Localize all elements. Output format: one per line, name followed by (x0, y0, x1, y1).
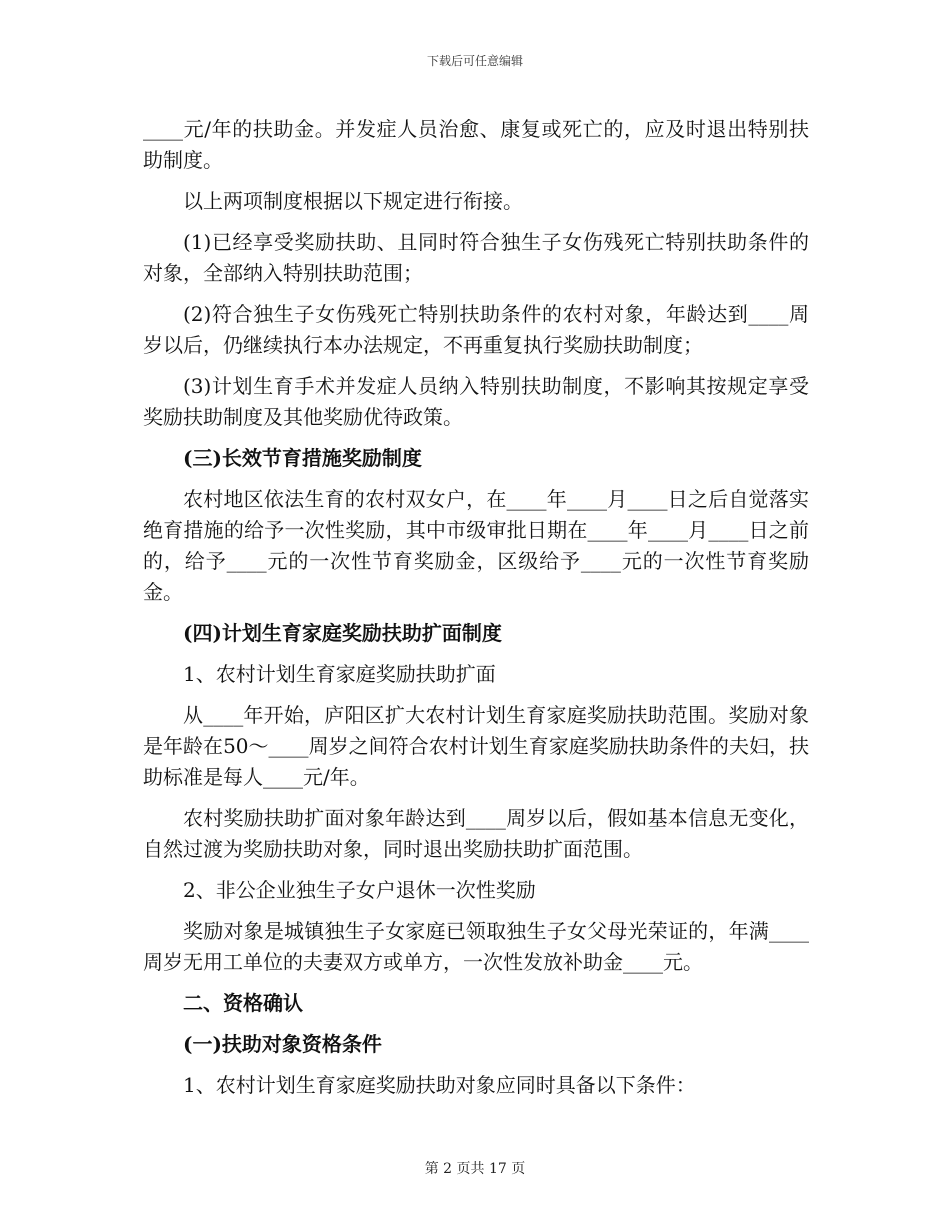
paragraph-4: (2)符合独生子女伤残死亡特别扶助条件的农村对象，年龄达到____周岁以后，仍继续执行本办法规定，不再重复执行奖励扶助制度； (143, 302, 809, 357)
section-heading-4: (四)计划生育家庭奖励扶助扩面制度 (183, 621, 502, 645)
sub-heading-3: 1、农村计划生育家庭奖励扶助对象应同时具备以下条件： (183, 1073, 696, 1097)
document-body (143, 114, 809, 1101)
paragraph-2: 以上两项制度根据以下规定进行衔接。 (183, 189, 523, 213)
section-heading-3: (三)长效节育措施奖励制度 (183, 446, 422, 470)
paragraph-7: 从____年开始，庐阳区扩大农村计划生育家庭奖励扶助范围。奖励对象是年龄在50～____周岁之间符合农村计划生育家庭奖励扶助条件的夫妇，扶助标准是每人____元/年。 (143, 703, 809, 789)
page-header-note: 下载后可任意编辑 (426, 54, 523, 68)
paragraph-9: 奖励对象是城镇独生子女家庭已领取独生子女父母光荣证的，年满____周岁无用工单位的夫妻双方或单方，一次性发放补助金____元。 (143, 919, 809, 974)
paragraph-5: (3)计划生育手术并发症人员纳入特别扶助制度，不影响其按规定享受奖励扶助制度及其他奖励优待政策。 (143, 374, 809, 429)
sub-heading-1: 1、农村计划生育家庭奖励扶助扩面 (183, 662, 496, 686)
paragraph-6: 农村地区依法生育的农村双女户，在____年____月____日之后自觉落实绝育措施的给予一次性奖励，其中市级审批日期在____年____月____日之前的，给予____元的一次性节育奖励金，区级给予____元的一次性节育奖励金。 (143, 487, 809, 604)
sub-heading-2: 2、非公企业独生子女户退休一次性奖励 (183, 878, 536, 902)
paragraph-8: 农村奖励扶助扩面对象年龄达到____周岁以后，假如基本信息无变化，自然过渡为奖励扶助对象，同时退出奖励扶助扩面范围。 (143, 806, 809, 861)
paragraph-3: (1)已经享受奖励扶助、且同时符合独生子女伤残死亡特别扶助条件的对象，全部纳入特别扶助范围； (143, 230, 809, 285)
page-number: 第 2 页共 17 页 (424, 1161, 526, 1177)
paragraph-1: ____元/年的扶助金。并发症人员治愈、康复或死亡的，应及时退出特别扶助制度。 (143, 117, 809, 172)
section-heading-1: (一)扶助对象资格条件 (183, 1032, 382, 1056)
chapter-heading-2: 二、资格确认 (183, 991, 303, 1015)
